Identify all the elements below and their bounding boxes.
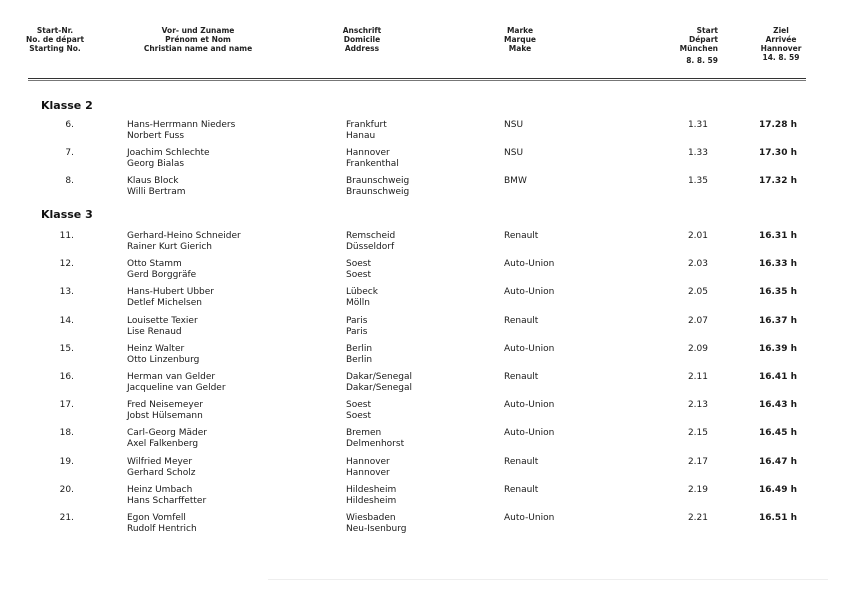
driver-names-text: Joachim Schlechte [127, 148, 210, 158]
start-time-text: 2.15 [687, 428, 708, 439]
entry-row [0, 259, 851, 287]
entry-row [0, 120, 851, 148]
start-number-text: 17. [59, 400, 74, 411]
entry-row [0, 316, 851, 344]
car-make-text: Auto-Union [504, 287, 555, 298]
car-make-text: NSU [504, 120, 524, 130]
driver-names-text: Hans-Herrmann Nieders [127, 120, 236, 130]
driver-names-text: Klaus Block [127, 176, 179, 186]
entry-row [0, 372, 851, 400]
header-finish: Ziel Arrivée Hannover 14. 8. 59 [760, 26, 802, 62]
start-time-text: 2.07 [687, 315, 708, 326]
driver-names-text: Rudolf Hentrich [127, 524, 197, 534]
finish-time-text: 17.32 h [758, 176, 797, 186]
finish-time [755, 231, 797, 242]
driver-names-text: Georg Bialas [127, 159, 185, 169]
driver-addresses [346, 176, 409, 198]
car-make [504, 457, 538, 468]
start-time [682, 457, 708, 468]
car-make [504, 316, 538, 327]
start-time-text: 1.35 [687, 176, 708, 186]
start-number-text: 12. [59, 259, 74, 270]
finish-time-text: 16.47 h [758, 456, 797, 467]
finish-time-text: 16.43 h [758, 400, 797, 411]
entry-row [0, 485, 851, 513]
start-time-text: 2.11 [687, 372, 708, 382]
start-number [40, 457, 74, 468]
start-number [40, 316, 74, 327]
header-rule [28, 78, 806, 79]
driver-names [127, 513, 197, 535]
finish-time [755, 400, 797, 411]
entry-row [0, 344, 851, 372]
driver-addresses [346, 259, 371, 281]
driver-addresses-text: Mölln [346, 298, 370, 309]
driver-addresses-text: Hanau [346, 131, 376, 141]
driver-addresses-text: Wiesbaden [346, 513, 396, 523]
entry-row [0, 513, 851, 541]
driver-names-text: Heinz Umbach [127, 484, 193, 495]
car-make-text: Renault [504, 484, 539, 495]
car-make-text: Renault [504, 456, 539, 467]
car-make [504, 372, 538, 383]
finish-time [755, 259, 797, 270]
driver-names-text: Lise Renaud [127, 326, 182, 337]
car-make-text: Auto-Union [504, 428, 555, 439]
driver-addresses-text: Berlin [346, 343, 373, 354]
start-number-text: 19. [59, 456, 74, 467]
driver-addresses [346, 372, 412, 394]
section-heading-klasse-3: Klasse 3 [41, 208, 93, 221]
driver-addresses [346, 316, 367, 338]
start-number [40, 120, 74, 131]
driver-addresses-text: Hannover [346, 456, 390, 467]
car-make-text: NSU [504, 148, 524, 158]
driver-addresses-text: Hildesheim [346, 495, 397, 506]
driver-addresses [346, 287, 378, 309]
start-time [682, 259, 708, 270]
finish-time-text: 16.35 h [758, 287, 797, 298]
driver-names-text: Jobst Hülsemann [127, 411, 203, 422]
driver-addresses [346, 513, 406, 535]
start-number-text: 6. [65, 120, 74, 130]
driver-addresses-text: Remscheid [346, 231, 396, 241]
driver-addresses-text: Paris [346, 315, 368, 326]
driver-names-text: Carl-Georg Mäder [127, 428, 207, 439]
driver-names [127, 400, 203, 422]
start-time [682, 372, 708, 383]
entry-row [0, 287, 851, 315]
entry-row [0, 176, 851, 204]
car-make [504, 428, 554, 439]
driver-addresses-text: Soest [346, 400, 371, 411]
driver-names-text: Otto Stamm [127, 259, 182, 270]
entry-row [0, 457, 851, 485]
driver-addresses-text: Düsseldorf [346, 242, 395, 252]
driver-names-text: Egon Vomfell [127, 513, 186, 523]
finish-time [755, 316, 797, 327]
finish-time [755, 485, 797, 496]
start-number [40, 148, 74, 159]
start-number-text: 15. [59, 343, 74, 354]
finish-time [755, 513, 797, 524]
driver-addresses-text: Neu-Isenburg [346, 524, 407, 534]
car-make [504, 287, 554, 298]
driver-addresses-text: Braunschweig [346, 187, 410, 197]
driver-addresses [346, 344, 372, 366]
start-number-text: 14. [59, 315, 74, 326]
start-number-text: 16. [59, 372, 74, 382]
driver-addresses-text: Hildesheim [346, 484, 397, 495]
start-number [40, 513, 74, 524]
start-time [682, 287, 708, 298]
car-make-text: Auto-Union [504, 259, 555, 270]
driver-names-text: Axel Falkenberg [127, 439, 199, 450]
finish-time-text: 16.33 h [758, 259, 797, 270]
car-make-text: Renault [504, 372, 539, 382]
driver-addresses-text: Soest [346, 259, 371, 270]
driver-names-text: Louisette Texier [127, 315, 198, 326]
driver-names-text: Hans Scharffetter [127, 495, 207, 506]
finish-time-text: 16.41 h [758, 372, 797, 382]
driver-names-text: Wilfried Meyer [127, 456, 193, 467]
car-make-text: Auto-Union [504, 343, 555, 354]
start-time-text: 1.33 [687, 148, 708, 158]
start-time-text: 2.13 [687, 400, 708, 411]
start-number [40, 231, 74, 242]
driver-names-text: Gerhard Scholz [127, 467, 196, 478]
driver-addresses-text: Lübeck [346, 287, 378, 298]
start-number-text: 8. [65, 176, 74, 186]
start-number [40, 400, 74, 411]
finish-time [755, 457, 797, 468]
start-number-text: 20. [59, 484, 74, 495]
start-number-text: 13. [59, 287, 74, 298]
car-make [504, 513, 554, 524]
header-name: Vor- und Zuname Prénom et Nom Christian name and name [143, 26, 253, 53]
driver-names [127, 316, 198, 338]
driver-names-text: Fred Neisemeyer [127, 400, 203, 411]
start-time-text: 2.01 [687, 231, 708, 241]
header-rule-secondary [28, 80, 806, 81]
driver-names-text: Detlef Michelsen [127, 298, 202, 309]
start-number [40, 485, 74, 496]
driver-addresses-text: Paris [346, 326, 368, 337]
start-time [682, 485, 708, 496]
finish-time-text: 16.49 h [758, 484, 797, 495]
driver-names [127, 457, 195, 479]
driver-addresses [346, 428, 404, 450]
driver-names [127, 120, 235, 142]
car-make-text: Renault [504, 315, 539, 326]
start-time [682, 148, 708, 159]
start-time-text: 2.17 [687, 456, 708, 467]
start-time-text: 1.31 [687, 120, 708, 130]
driver-addresses [346, 120, 387, 142]
car-make [504, 485, 538, 496]
car-make [504, 148, 523, 159]
driver-names [127, 344, 199, 366]
finish-time [755, 372, 797, 383]
start-number-text: 7. [65, 148, 74, 158]
driver-addresses-text: Bremen [346, 428, 382, 439]
entry-row [0, 148, 851, 176]
finish-time [755, 176, 797, 187]
car-make-text: Renault [504, 231, 539, 241]
car-make [504, 231, 538, 242]
start-time [682, 428, 708, 439]
finish-time [755, 287, 797, 298]
driver-names-text: Norbert Fuss [127, 131, 185, 141]
driver-names-text: Hans-Hubert Ubber [127, 287, 214, 298]
driver-addresses-text: Soest [346, 411, 371, 422]
driver-names [127, 148, 210, 170]
finish-time-text: 16.51 h [758, 513, 797, 523]
driver-names-text: Otto Linzenburg [127, 354, 200, 365]
driver-addresses-text: Hannover [346, 467, 390, 478]
driver-names [127, 231, 241, 253]
header-start: Start Départ München 8. 8. 59 [679, 26, 718, 65]
driver-names-text: Heinz Walter [127, 343, 185, 354]
car-make-text: Auto-Union [504, 400, 555, 411]
start-time [682, 316, 708, 327]
start-time [682, 120, 708, 131]
start-number-text: 18. [59, 428, 74, 439]
start-number [40, 259, 74, 270]
start-time-text: 2.05 [687, 287, 708, 298]
car-make-text: Auto-Union [504, 513, 555, 523]
entry-row [0, 231, 851, 259]
finish-time-text: 16.31 h [758, 231, 797, 241]
header-make: Marke Marque Make [503, 26, 537, 53]
finish-time-text: 16.39 h [758, 343, 797, 354]
driver-addresses-text: Delmenhorst [346, 439, 405, 450]
driver-addresses-text: Hannover [346, 148, 390, 158]
driver-addresses [346, 457, 390, 479]
driver-names [127, 259, 196, 281]
start-time-text: 2.03 [687, 259, 708, 270]
start-time [682, 176, 708, 187]
driver-addresses-text: Soest [346, 270, 371, 281]
car-make [504, 344, 554, 355]
entry-row [0, 400, 851, 428]
finish-time-text: 16.45 h [758, 428, 797, 439]
start-time [682, 513, 708, 524]
driver-addresses-text: Frankfurt [346, 120, 387, 130]
finish-time-text: 17.28 h [758, 120, 797, 130]
start-number-text: 11. [59, 231, 74, 241]
driver-addresses-text: Dakar/Senegal [346, 372, 412, 382]
driver-addresses [346, 231, 395, 253]
header-start-number: Start-Nr. No. de départ Starting No. [25, 26, 85, 53]
header-address: Anschrift Domicile Address [342, 26, 382, 53]
start-time [682, 231, 708, 242]
driver-addresses [346, 148, 399, 170]
finish-time [755, 428, 797, 439]
driver-names-text: Willi Bertram [127, 187, 186, 197]
car-make [504, 176, 527, 187]
start-time [682, 400, 708, 411]
finish-time-text: 16.37 h [758, 315, 797, 326]
driver-names [127, 287, 214, 309]
driver-addresses-text: Dakar/Senegal [346, 383, 412, 393]
driver-names-text: Gerhard-Heino Schneider [127, 231, 241, 241]
start-time-text: 2.09 [687, 343, 708, 354]
start-time-text: 2.21 [687, 513, 708, 523]
driver-names-text: Jacqueline van Gelder [127, 383, 226, 393]
entry-row [0, 428, 851, 456]
driver-names [127, 485, 206, 507]
driver-names [127, 428, 207, 450]
start-number [40, 176, 74, 187]
start-number [40, 428, 74, 439]
car-make [504, 400, 554, 411]
start-number [40, 344, 74, 355]
finish-time [755, 344, 797, 355]
start-time [682, 344, 708, 355]
start-number-text: 21. [59, 513, 74, 523]
driver-names-text: Gerd Borggräfe [127, 270, 197, 281]
finish-time-text: 17.30 h [758, 148, 797, 158]
driver-addresses-text: Frankenthal [346, 159, 399, 169]
start-time-text: 2.19 [687, 484, 708, 495]
finish-time [755, 120, 797, 131]
driver-names [127, 372, 226, 394]
finish-time [755, 148, 797, 159]
driver-addresses [346, 400, 371, 422]
driver-names-text: Rainer Kurt Gierich [127, 242, 212, 252]
start-number [40, 287, 74, 298]
start-number [40, 372, 74, 383]
page-edge-line [268, 579, 828, 580]
car-make [504, 120, 523, 131]
driver-names-text: Herman van Gelder [127, 372, 216, 382]
section-heading-klasse-2: Klasse 2 [41, 99, 93, 112]
driver-addresses-text: Braunschweig [346, 176, 410, 186]
car-make [504, 259, 554, 270]
driver-addresses-text: Berlin [346, 354, 373, 365]
car-make-text: BMW [504, 176, 527, 186]
driver-addresses [346, 485, 396, 507]
driver-names [127, 176, 186, 198]
